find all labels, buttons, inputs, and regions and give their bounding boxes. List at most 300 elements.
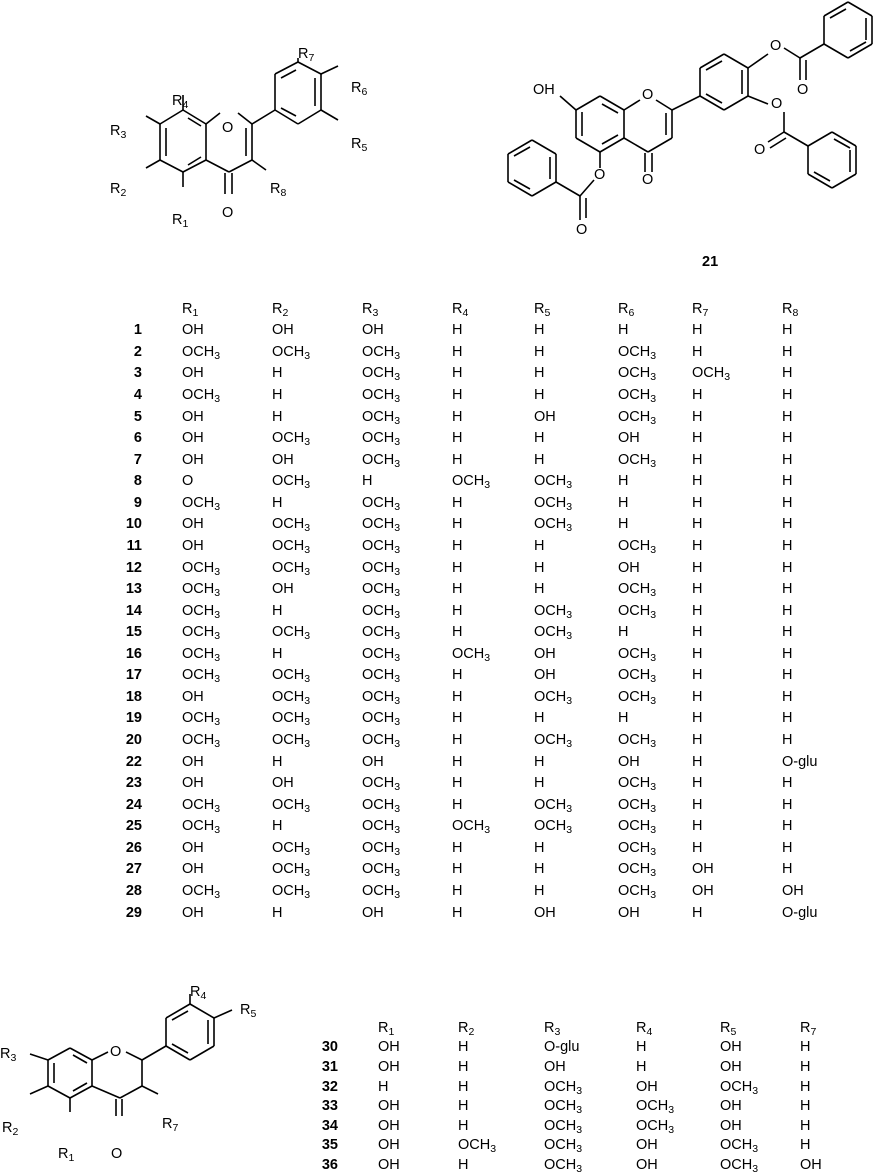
gap-cell — [142, 708, 182, 730]
table-row — [304, 1116, 822, 1136]
substituent-cell-r4: $OCH_3$ — [452, 645, 491, 664]
substituent-cell-r5: $OCH_3$ — [534, 732, 573, 751]
substituent-cell-r8: H — [782, 365, 793, 382]
flavanone-r2-label: $R_2$ — [2, 1120, 19, 1138]
table-row — [120, 837, 817, 859]
gap-cell — [142, 578, 182, 600]
column-header-r7: $R_7$ — [800, 1019, 817, 1038]
table-row — [304, 1038, 822, 1058]
substituent-cell-r7: H — [692, 430, 703, 447]
substituent-cell-r8: H — [782, 688, 793, 705]
substituent-cell-r8: H — [782, 818, 793, 835]
substituent-cell-r2: $OCH_3$ — [272, 796, 311, 815]
compound-21-o-carbonyl-a: O — [576, 222, 588, 238]
substituent-cell-r1: OH — [378, 1137, 400, 1154]
substituent-cell-r6: $OCH_3$ — [618, 839, 657, 858]
flavone-r1-label: $R_1$ — [172, 212, 189, 230]
substituent-cell-r8: H — [782, 473, 793, 490]
substituent-cell-r7: H — [692, 516, 703, 533]
substituent-cell-r3: H — [362, 473, 373, 490]
gap-cell — [142, 298, 182, 320]
compound-number: 10 — [125, 516, 142, 533]
table-row — [120, 729, 817, 751]
substituent-cell-r7: H — [692, 559, 703, 576]
substituent-cell-r5: OH — [720, 1117, 742, 1134]
substituent-cell-r6: H — [618, 516, 629, 533]
substituent-cell-r4: H — [452, 839, 463, 856]
substituent-cell-r2: $OCH_3$ — [272, 537, 311, 556]
compound-number: 27 — [125, 861, 142, 878]
substituent-cell-r5: OH — [534, 408, 556, 425]
substituent-cell-r4: H — [452, 753, 463, 770]
compound-number: 31 — [321, 1058, 338, 1075]
substituent-cell-r5: $OCH_3$ — [534, 796, 573, 815]
substituent-cell-r7: H — [692, 451, 703, 468]
substituent-cell-r3: $OCH_3$ — [362, 861, 401, 880]
substituent-cell-r3: $OCH_3$ — [362, 710, 401, 729]
table-row — [120, 751, 817, 773]
column-header-r5: $R_5$ — [534, 300, 551, 319]
substituent-cell-r3: $OCH_3$ — [544, 1137, 583, 1156]
substituent-cell-r7: H — [692, 732, 703, 749]
substituent-cell-r2: H — [458, 1117, 469, 1134]
substituent-cell-r4: $OCH_3$ — [636, 1117, 675, 1136]
substituent-cell-r6: OH — [618, 904, 640, 921]
substituent-cell-r7: H — [692, 494, 703, 511]
compound-number: 17 — [125, 667, 142, 684]
substituent-cell-r7: H — [800, 1039, 811, 1056]
substituent-cell-r5: $OCH_3$ — [534, 818, 573, 837]
substituent-cell-r6: H — [618, 322, 629, 339]
substituent-cell-r6: $OCH_3$ — [618, 861, 657, 880]
gap-cell — [338, 1136, 378, 1156]
gap-cell — [142, 320, 182, 342]
gap-cell — [338, 1018, 378, 1038]
substituent-cell-r4: OH — [636, 1137, 658, 1154]
substituent-cell-r7: H — [692, 473, 703, 490]
substituent-cell-r4: H — [452, 581, 463, 598]
gap-cell — [142, 449, 182, 471]
gap-cell — [338, 1038, 378, 1058]
compound-21-oh-label: OH — [533, 82, 555, 98]
substituent-cell-r8: H — [782, 710, 793, 727]
substituent-cell-r1: $OCH_3$ — [182, 818, 221, 837]
substituent-cell-r2: OH — [272, 581, 294, 598]
substituent-cell-r3: OH — [362, 904, 384, 921]
substituent-cell-r3: $OCH_3$ — [362, 343, 401, 362]
table-row — [120, 816, 817, 838]
substituent-cell-r8: H — [782, 624, 793, 641]
substituent-cell-r1: OH — [378, 1039, 400, 1056]
substituent-cell-r6: OH — [618, 559, 640, 576]
substituent-cell-r4: H — [452, 430, 463, 447]
compound-21-o-keto: O — [642, 172, 654, 188]
substituent-cell-r7: H — [692, 387, 703, 404]
table-row — [304, 1136, 822, 1156]
compound-number: 19 — [125, 710, 142, 727]
substituent-cell-r8: H — [782, 387, 793, 404]
table-row — [120, 492, 817, 514]
substituent-cell-r7: H — [692, 688, 703, 705]
gap-cell — [142, 363, 182, 385]
gap-cell — [142, 902, 182, 924]
substituent-cell-r5: $OCH_3$ — [720, 1156, 759, 1175]
substituent-cell-r3: $OCH_3$ — [544, 1078, 583, 1097]
table-row — [304, 1155, 822, 1175]
compound-number: 15 — [125, 624, 142, 641]
substituent-cell-r1: OH — [182, 365, 204, 382]
substituent-cell-r6: $OCH_3$ — [618, 775, 657, 794]
flavanone-structure — [0, 960, 300, 1166]
substituent-cell-r5: H — [534, 753, 545, 770]
substituent-cell-r6: $OCH_3$ — [618, 796, 657, 815]
gap-cell — [338, 1155, 378, 1175]
compound-number: 35 — [321, 1137, 338, 1154]
substituent-cell-r7: OH — [692, 882, 714, 899]
substituent-cell-r1: $OCH_3$ — [182, 559, 221, 578]
substituent-cell-r4: H — [636, 1058, 647, 1075]
table-row — [304, 1057, 822, 1077]
compound-21-structure — [0, 0, 892, 260]
substituent-cell-r4: H — [452, 387, 463, 404]
substituent-cell-r1: OH — [378, 1117, 400, 1134]
flavanone-r5-label: $R_5$ — [240, 1002, 257, 1020]
substituent-cell-r3: $OCH_3$ — [544, 1156, 583, 1175]
substituent-cell-r1: OH — [378, 1156, 400, 1173]
flavanone-r7-label: $R_7$ — [162, 1116, 179, 1134]
substituent-cell-r4: OH — [636, 1156, 658, 1173]
table-row — [120, 578, 817, 600]
gap-cell — [142, 557, 182, 579]
compound-number: 2 — [133, 343, 142, 360]
flavone-r8-label: $R_8$ — [270, 181, 287, 199]
substituent-cell-r5: H — [534, 430, 545, 447]
table-row — [120, 320, 817, 342]
column-header-r5: $R_5$ — [720, 1019, 737, 1038]
substituent-table-flavones — [120, 298, 817, 923]
substituent-cell-r3: $OCH_3$ — [362, 494, 401, 513]
substituent-cell-r3: $OCH_3$ — [544, 1117, 583, 1136]
substituent-cell-r1: $OCH_3$ — [182, 667, 221, 686]
substituent-cell-r4: H — [452, 537, 463, 554]
table-row — [120, 471, 817, 493]
substituent-cell-r8: H — [782, 796, 793, 813]
column-header-r1: $R_1$ — [182, 300, 199, 319]
substituent-cell-r3: $OCH_3$ — [362, 451, 401, 470]
flavone-r2-label: $R_2$ — [110, 181, 127, 199]
column-header-r6: $R_6$ — [618, 300, 635, 319]
substituent-cell-r2: H — [458, 1156, 469, 1173]
compound-number: 16 — [125, 645, 142, 662]
substituent-cell-r3: $OCH_3$ — [362, 408, 401, 427]
substituent-cell-r8: H — [782, 861, 793, 878]
substituent-cell-r3: OH — [544, 1058, 566, 1075]
substituent-cell-r3: $OCH_3$ — [362, 602, 401, 621]
substituent-cell-r1: H — [378, 1078, 389, 1095]
substituent-cell-r5: OH — [720, 1058, 742, 1075]
compound-number: 8 — [133, 473, 142, 490]
gap-cell — [142, 816, 182, 838]
substituent-cell-r5: $OCH_3$ — [534, 602, 573, 621]
substituent-cell-r8: OH — [782, 882, 804, 899]
substituent-cell-r7: H — [692, 839, 703, 856]
substituent-cell-r4: H — [452, 732, 463, 749]
substituent-cell-r1: OH — [182, 451, 204, 468]
substituent-cell-r2: $OCH_3$ — [272, 732, 311, 751]
substituent-cell-r4: H — [452, 710, 463, 727]
substituent-cell-r7: $OCH_3$ — [692, 365, 731, 384]
column-header-r2: $R_2$ — [272, 300, 289, 319]
substituent-cell-r4: H — [452, 667, 463, 684]
substituent-cell-r5: OH — [720, 1098, 742, 1115]
substituent-cell-r2: H — [458, 1078, 469, 1095]
compound-number: 26 — [125, 839, 142, 856]
substituent-cell-r1: OH — [182, 516, 204, 533]
substituent-cell-r2: OH — [272, 451, 294, 468]
substituent-cell-r3: $OCH_3$ — [544, 1098, 583, 1117]
substituent-cell-r6: $OCH_3$ — [618, 537, 657, 556]
substituent-cell-r8: H — [782, 602, 793, 619]
compound-number: 1 — [133, 322, 142, 339]
substituent-cell-r2: OH — [272, 322, 294, 339]
gap-cell — [142, 794, 182, 816]
substituent-cell-r6: $OCH_3$ — [618, 818, 657, 837]
substituent-cell-r6: $OCH_3$ — [618, 688, 657, 707]
substituent-cell-r6: $OCH_3$ — [618, 732, 657, 751]
substituent-cell-r5: H — [534, 451, 545, 468]
substituent-cell-r3: $OCH_3$ — [362, 581, 401, 600]
substituent-cell-r4: H — [452, 494, 463, 511]
compound-number: 23 — [125, 775, 142, 792]
substituent-cell-r3: O-glu — [544, 1039, 580, 1056]
compound-number: 12 — [125, 559, 142, 576]
flavanone-o-keto: O — [111, 1146, 123, 1162]
compound-number: 3 — [133, 365, 142, 382]
flavone-r3-label: $R_3$ — [110, 123, 127, 141]
substituent-cell-r2: $OCH_3$ — [272, 861, 311, 880]
substituent-cell-r3: $OCH_3$ — [362, 688, 401, 707]
flavone-r6-label: $R_6$ — [351, 80, 368, 98]
substituent-cell-r4: H — [636, 1039, 647, 1056]
substituent-cell-r8: H — [782, 322, 793, 339]
column-header-r1: $R_1$ — [378, 1019, 395, 1038]
substituent-cell-r7: H — [692, 904, 703, 921]
substituent-cell-r1: OH — [378, 1098, 400, 1115]
substituent-cell-r4: H — [452, 904, 463, 921]
substituent-cell-r2: $OCH_3$ — [272, 473, 311, 492]
table1-header-row — [120, 298, 817, 320]
substituent-cell-r2: $OCH_3$ — [272, 667, 311, 686]
flavone-r7-label: $R_7$ — [298, 46, 315, 64]
substituent-cell-r1: OH — [182, 839, 204, 856]
compound-number: 14 — [125, 602, 142, 619]
table-row — [120, 794, 817, 816]
substituent-cell-r7: OH — [800, 1156, 822, 1173]
substituent-cell-r2: $OCH_3$ — [272, 559, 311, 578]
compound-number: 30 — [321, 1039, 338, 1056]
substituent-cell-r5: H — [534, 775, 545, 792]
substituent-cell-r8: H — [782, 645, 793, 662]
gap-cell — [142, 880, 182, 902]
compound-number: 7 — [133, 451, 142, 468]
gap-cell — [338, 1096, 378, 1116]
substituent-cell-r3: $OCH_3$ — [362, 882, 401, 901]
substituent-cell-r3: $OCH_3$ — [362, 732, 401, 751]
flavone-o-ring: O — [222, 120, 234, 136]
substituent-cell-r7: OH — [692, 861, 714, 878]
substituent-cell-r2: H — [272, 904, 283, 921]
substituent-cell-r7: H — [692, 581, 703, 598]
substituent-cell-r2: H — [272, 365, 283, 382]
substituent-cell-r6: $OCH_3$ — [618, 408, 657, 427]
substituent-cell-r4: H — [452, 451, 463, 468]
compound-number: 22 — [125, 753, 142, 770]
flavanone-bonds — [30, 994, 232, 1116]
substituent-cell-r7: H — [800, 1117, 811, 1134]
table-row — [120, 686, 817, 708]
table-row — [120, 363, 817, 385]
substituent-cell-r4: H — [452, 408, 463, 425]
substituent-cell-r7: H — [692, 796, 703, 813]
substituent-cell-r2: $OCH_3$ — [272, 882, 311, 901]
table-row — [120, 406, 817, 428]
substituent-cell-r2: H — [272, 494, 283, 511]
substituent-cell-r5: $OCH_3$ — [534, 688, 573, 707]
substituent-cell-r1: $OCH_3$ — [182, 581, 221, 600]
gap-cell — [142, 751, 182, 773]
flavanone-r3-label: $R_3$ — [0, 1046, 17, 1064]
compound-number: 6 — [133, 430, 142, 447]
substituent-cell-r6: H — [618, 494, 629, 511]
gap-cell — [142, 859, 182, 881]
table-row — [120, 859, 817, 881]
compound-number: 28 — [125, 882, 142, 899]
substituent-cell-r5: H — [534, 322, 545, 339]
gap-cell — [142, 384, 182, 406]
substituent-cell-r4: H — [452, 882, 463, 899]
substituent-cell-r3: $OCH_3$ — [362, 559, 401, 578]
substituent-cell-r1: $OCH_3$ — [182, 796, 221, 815]
gap-cell — [142, 341, 182, 363]
gap-cell — [142, 406, 182, 428]
table-row — [120, 514, 817, 536]
substituent-cell-r4: H — [452, 322, 463, 339]
flavanone-r4-label: $R_4$ — [190, 984, 207, 1002]
substituent-cell-r8: O-glu — [782, 753, 818, 770]
column-header-r8: $R_8$ — [782, 300, 799, 319]
gap-cell — [142, 471, 182, 493]
compound-number: 4 — [133, 387, 142, 404]
flavone-o-keto: O — [222, 205, 234, 221]
substituent-cell-r3: $OCH_3$ — [362, 796, 401, 815]
substituent-cell-r2: H — [272, 408, 283, 425]
substituent-cell-r3: OH — [362, 322, 384, 339]
substituent-cell-r5: $OCH_3$ — [534, 473, 573, 492]
substituent-cell-r4: H — [452, 775, 463, 792]
flavone-r4-label: $R_4$ — [172, 93, 189, 111]
table-row — [120, 772, 817, 794]
substituent-cell-r3: $OCH_3$ — [362, 387, 401, 406]
substituent-cell-r4: $OCH_3$ — [452, 818, 491, 837]
substituent-cell-r1: $OCH_3$ — [182, 732, 221, 751]
column-header-r3: $R_3$ — [362, 300, 379, 319]
flavanone-o-ring: O — [110, 1044, 122, 1060]
substituent-cell-r4: H — [452, 796, 463, 813]
table-row — [120, 341, 817, 363]
table-row — [120, 557, 817, 579]
substituent-cell-r3: $OCH_3$ — [362, 516, 401, 535]
substituent-table-flavanones — [304, 1018, 822, 1175]
substituent-cell-r8: H — [782, 516, 793, 533]
table-row — [120, 643, 817, 665]
substituent-cell-r5: H — [534, 365, 545, 382]
substituent-cell-r1: OH — [182, 688, 204, 705]
substituent-cell-r1: O — [182, 473, 194, 490]
substituent-cell-r7: H — [800, 1137, 811, 1154]
substituent-cell-r4: H — [452, 624, 463, 641]
compound-number: 9 — [133, 494, 142, 511]
compound-number: 20 — [125, 732, 142, 749]
substituent-cell-r8: H — [782, 581, 793, 598]
substituent-cell-r1: $OCH_3$ — [182, 645, 221, 664]
substituent-cell-r3: $OCH_3$ — [362, 775, 401, 794]
column-header-r3: $R_3$ — [544, 1019, 561, 1038]
substituent-cell-r7: H — [800, 1078, 811, 1095]
substituent-cell-r8: H — [782, 667, 793, 684]
column-header-r4: $R_4$ — [636, 1019, 653, 1038]
substituent-cell-r4: H — [452, 516, 463, 533]
table-row — [120, 665, 817, 687]
table-row — [120, 708, 817, 730]
substituent-cell-r8: H — [782, 494, 793, 511]
table-row — [120, 449, 817, 471]
substituent-cell-r1: $OCH_3$ — [182, 602, 221, 621]
substituent-cell-r8: H — [782, 559, 793, 576]
substituent-cell-r5: H — [534, 710, 545, 727]
substituent-cell-r8: H — [782, 775, 793, 792]
substituent-cell-r1: OH — [182, 861, 204, 878]
substituent-cell-r4: $OCH_3$ — [452, 473, 491, 492]
substituent-cell-r7: H — [692, 710, 703, 727]
substituent-cell-r1: OH — [378, 1058, 400, 1075]
substituent-cell-r2: OH — [272, 775, 294, 792]
gap-cell — [338, 1077, 378, 1097]
substituent-cell-r3: $OCH_3$ — [362, 624, 401, 643]
substituent-cell-r8: H — [782, 343, 793, 360]
column-header-r4: $R_4$ — [452, 300, 469, 319]
substituent-cell-r3: $OCH_3$ — [362, 818, 401, 837]
table-row — [304, 1077, 822, 1097]
table2-header-row — [304, 1018, 822, 1038]
substituent-cell-r1: OH — [182, 775, 204, 792]
gap-cell — [142, 514, 182, 536]
substituent-cell-r2: H — [458, 1098, 469, 1115]
substituent-cell-r1: $OCH_3$ — [182, 494, 221, 513]
substituent-cell-r4: H — [452, 861, 463, 878]
substituent-cell-r2: H — [272, 818, 283, 835]
substituent-cell-r2: H — [272, 645, 283, 662]
substituent-cell-r1: $OCH_3$ — [182, 882, 221, 901]
header-blank-cell — [304, 1018, 338, 1038]
substituent-cell-r6: $OCH_3$ — [618, 581, 657, 600]
compound-number: 11 — [126, 537, 142, 554]
compound-number: 34 — [321, 1117, 338, 1134]
substituent-cell-r7: H — [692, 624, 703, 641]
substituent-cell-r5: OH — [534, 904, 556, 921]
substituent-cell-r3: $OCH_3$ — [362, 839, 401, 858]
substituent-cell-r5: H — [534, 387, 545, 404]
compound-number: 18 — [125, 688, 142, 705]
